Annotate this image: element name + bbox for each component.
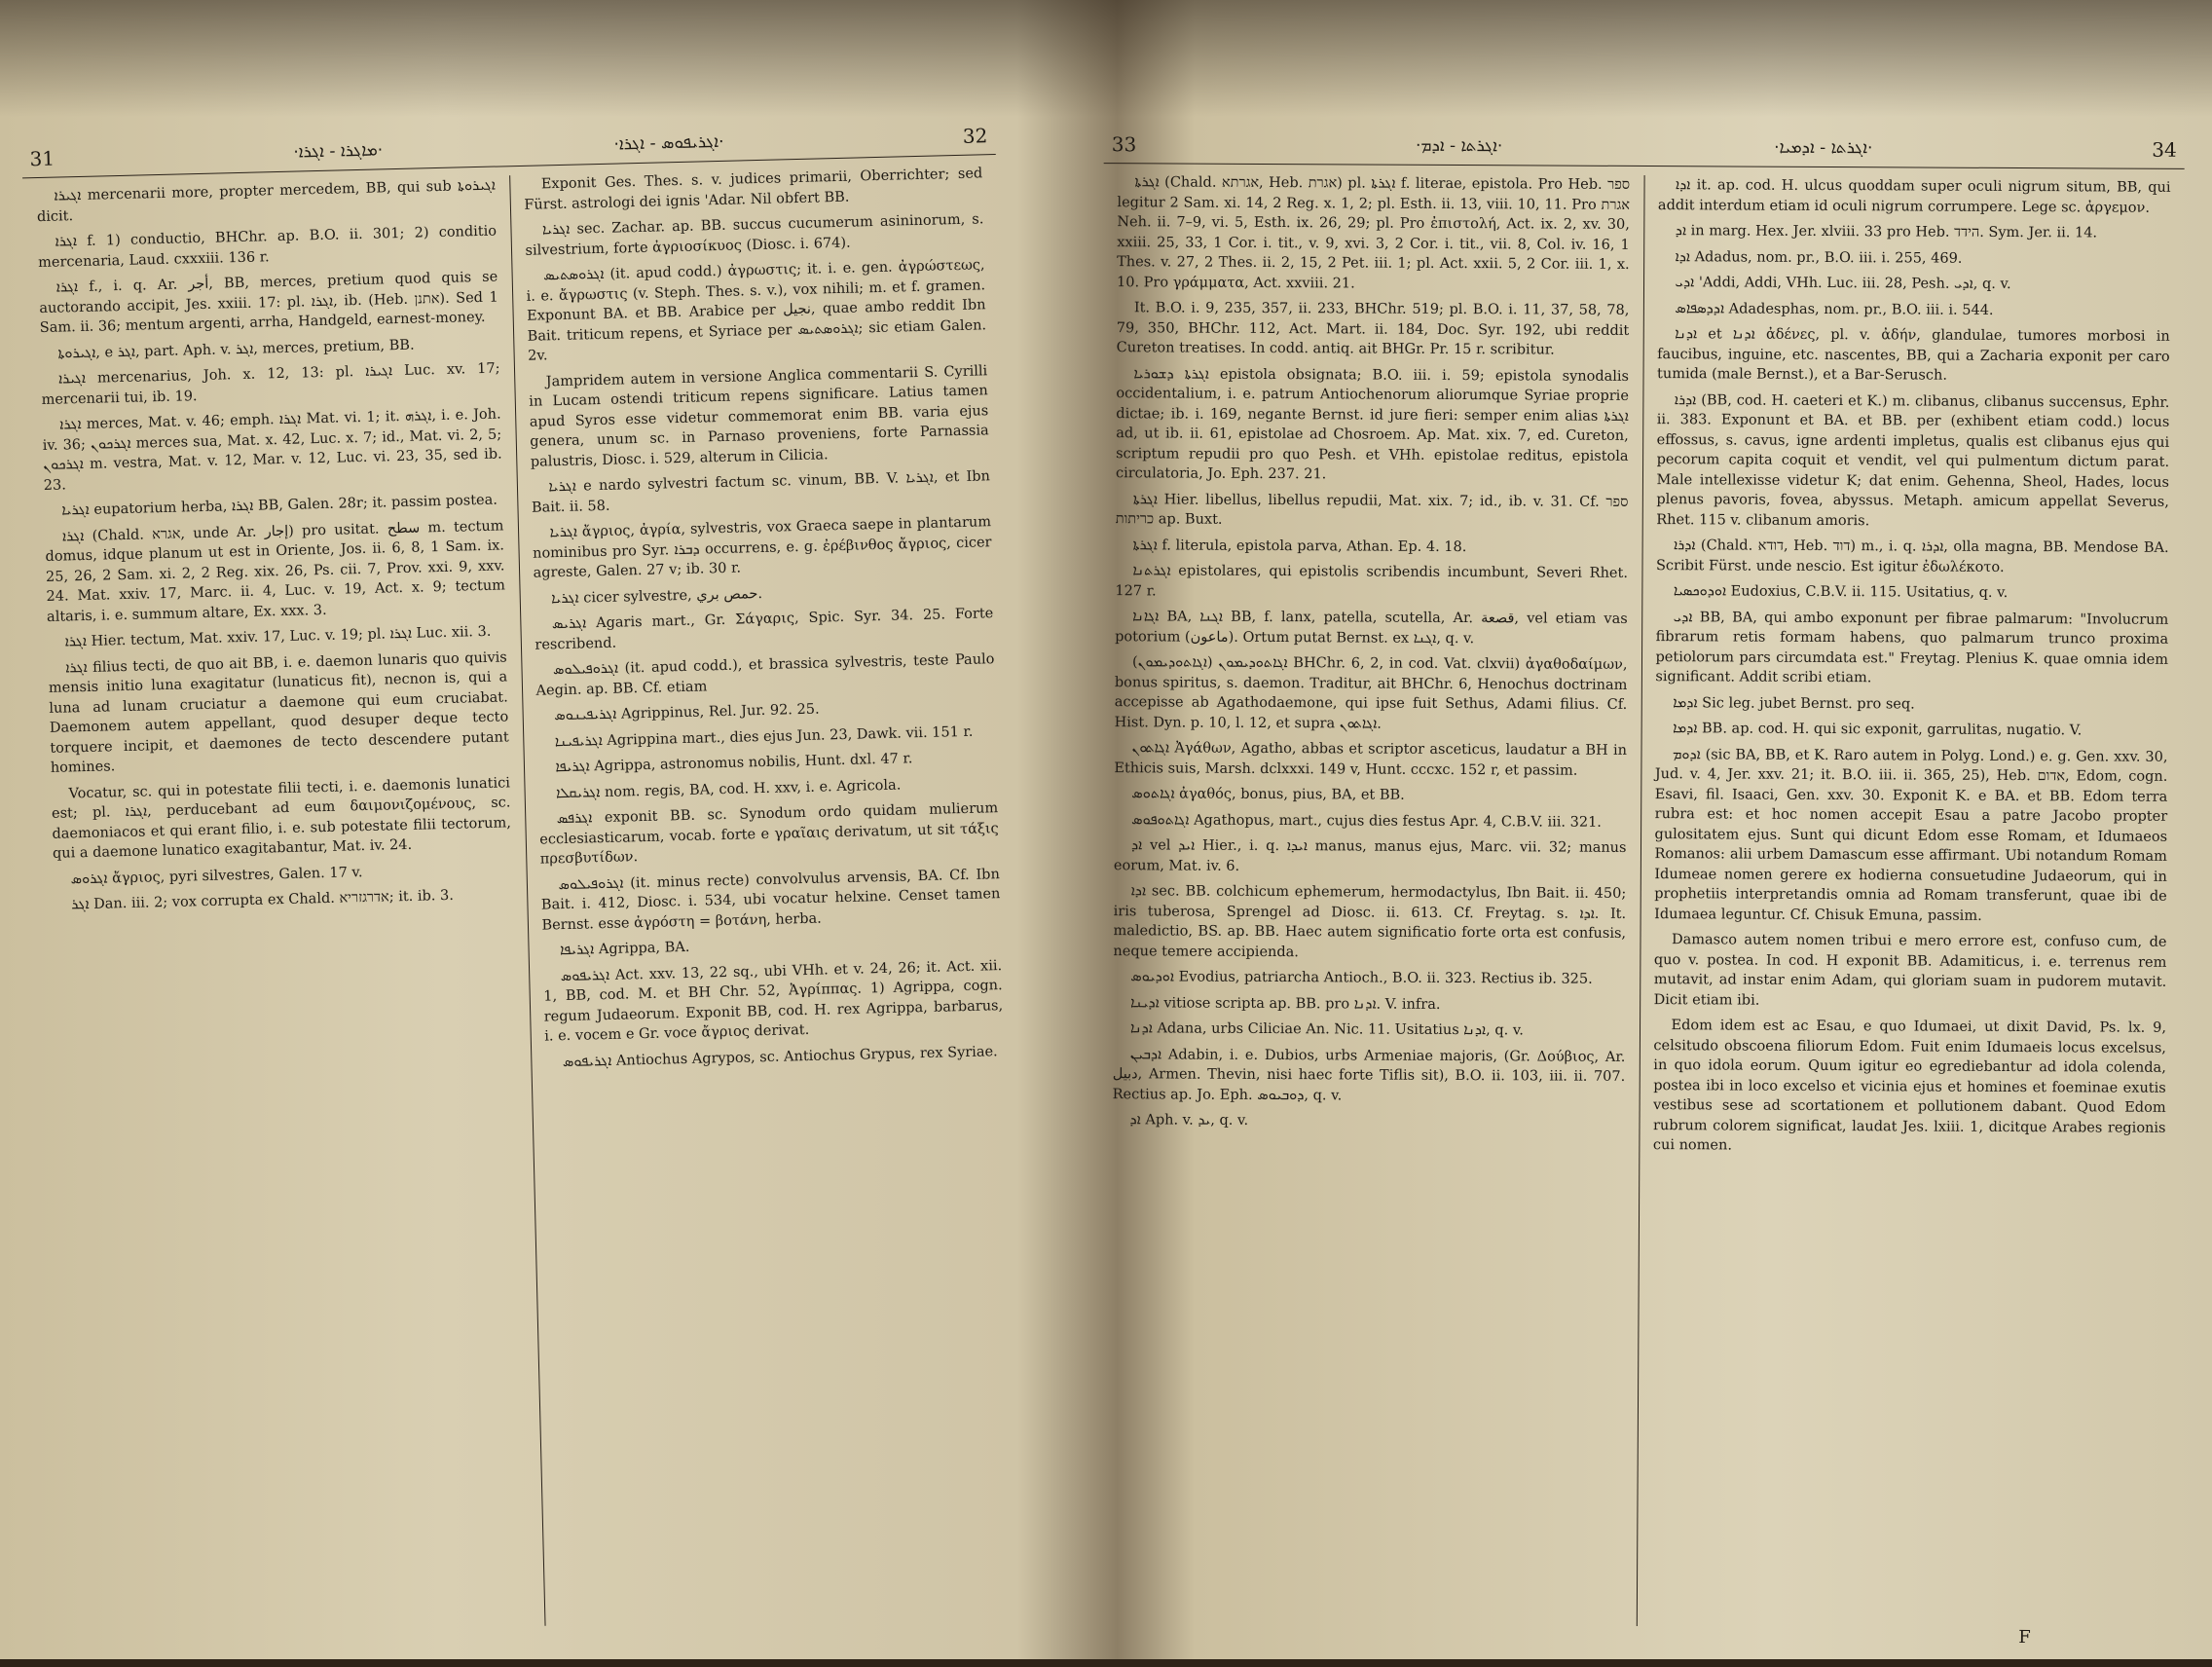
- dictionary-entry: ܐܓܐܬܘܕܝܡܘܢ (ܐܓܐܬܘܕܝܡܘܢ) BHChr. 6, 2, in cod. Vat. clxvii) ἀγαθοδαίμων, bonus spiritus, s. daemon. Traditur, ait BHChr. 6, Henochus doctrinam accepisse ab Agathodaemone, qui ipse fuit Sethus, Adami filius. Cf. Hist. Dyn. p. 10, l. 12, et supra ܐܓܐܬܘܢ.: [1114, 654, 1628, 732]
- dictionary-entry: ܐܕܒܝܢ Adabin, i. e. Dubios, urbs Armeniae majoris, (Gr. Δούβιος, Ar. دبيل, Armen. Thevin, nisi haec forte Tiflis sit), B.O. ii. 103, iii. ii. 707. Rectius ap. Jo. Eph. ܕܘܒܝܘܣ, q. v.: [1112, 1046, 1626, 1103]
- page-number-33: 33: [1111, 132, 1137, 157]
- dictionary-entry: ܐܓܐܬܘܣ ἀγαθός, bonus, pius, BA, et BB.: [1131, 786, 1405, 803]
- dictionary-entry: ܐܓܪܐ (Chald. אגרא, unde Ar. إجار) pro usitat. سطح m. tectum domus, idque planum ut est in Oriente, Jos. ii. 6, 8, 1 Sam. ix. 25, 26, 2 Sam. xi. 2, 2 Reg. xix. 26, Ps. cii. 7, Prov. xxi. 9, xxv. 24. Mat. xxiv. 17, Marc. ii. 4, Luc. v. 19, Act. x. 9; tectum altaris, i. e. summum altare, Ex. xxx. 3.: [45, 517, 506, 625]
- column-32: [510, 164, 1032, 1626]
- right-page-header: [1104, 130, 2185, 165]
- dictionary-entry: ܐܓܪܝܐ cicer sylvestre, حمص بري.: [551, 585, 763, 607]
- dictionary-entry: ܐܓܪܐ filius tecti, de quo ait BB, i. e. daemon lunaris quo quivis mensis initio luna exagitatur (lunaticus fit), necnon is, qui a luna ad lunam cruciatur a daemone qui eum cruciabat. Daemonem autem appellant, quod desuper deque tecto torquere incipit, et daemones de tecto descendere putant homines.: [48, 648, 509, 776]
- running-head-33: ·ܐܓܪܬܐ - ܐܕܡ·: [1415, 135, 1503, 157]
- dictionary-entry: ܐܓܪܬܐ f. literula, epistola parva, Athan. Ep. 4. 18.: [1132, 537, 1467, 555]
- dictionary-entry: ܐܓܪܬܐ (Chald. אגרתא, Heb. אגרת) pl. ܐܓܪܬܐ f. literae, epistola. Pro Heb. ספר legitur 2 Sam. xi. 14, 2 Reg. x. 1, 2; pl. Esth. ii. 13, viii. 10, 11. Pro אגרת Neh. ii. 7–9, vi. 5, Esth. ix. 26, 29; pl. Pro ἐπιστολή, Act. ix. 2, xv. 30, xxiii. 25, 33, 1 Cor. i. tit., v. 9, xvi. 3, 2 Cor. i. tit., vii. 8, Col. iv. 16, 1 Thes. v. 27, 2 Thes. ii. 2, 15, 2 Pet. iii. 1; pl. Act. xxii. 5, 2 Cor. iii. 1, x. 10. Pro γράμματα, Act. xxviii. 21.: [1116, 174, 1631, 291]
- left-page: [19, 27, 1032, 1667]
- dictionary-entry: ܐܕܝ BB, BA, qui ambo exponunt per fibrae palmarum: "Involucrum fibrarum retis formam habens, quo palmarum trunco proxima petiolorum pars circumdata est." Freytag. Plenius K. quae omnia idem significant. Addit scribi etiam.: [1655, 609, 2169, 686]
- dictionary-entry: ܐܓܪܐ Hier. tectum, Mat. xxiv. 17, Luc. v. 19; pl. ܐܓܪܐ Luc. xii. 3.: [64, 623, 492, 650]
- page-number-31: 31: [29, 146, 55, 171]
- dictionary-entry: ܐܕܘܡ (sic BA, BB, et K. Raro autem in Polyg. Lond.) e. g. Gen. xxv. 30, Jud. v. 4, Jer. xxv. 21; it. B.O. iii. ii. 365, 25), Heb. אדום, Edom, cogn. Esavi, fil. Isaaci, Gen. xxv. 30. Exponit K. e BA. et BB. Edom terra rubra est: et hoc nomen accepit Esau a patre Jacobo propter gulositatem ejus. Sunt qui dicunt Edom esse Romam, et Idumaeos Romanos: alii urbem Damascum esse affirmant. Ubi notandum Romam Idumeae nomen gerere ex hodierna consuetudine Judaeorum, qui in prophetiis interpretandis omnia ad Romam transferunt, quae ibi de Idumaea leguntur. Cf. Chisuk Emuna, passim.: [1654, 746, 2168, 924]
- column-33: [1096, 172, 1643, 1626]
- dictionary-entry: ܐܕܐ it. ap. cod. H. ulcus quoddam super oculi nigrum situm, BB, qui addit interdum etiam id oculi nigrum corrumpere. Lege sc. ἀργεμον.: [1657, 177, 2171, 216]
- column-31: [22, 175, 544, 1638]
- running-head-31: ·ܡܐܓܪܐ - ܐܓܪܐ·: [293, 140, 384, 163]
- dictionary-entry: ܐܓܝܪܘܬܐ, e ܐܓܪ, part. Aph. v. ܐܓܪ, merces, pretium, BB.: [57, 337, 415, 362]
- right-page: [1096, 36, 2186, 1658]
- dictionary-entry: ܐܓܪܦܣ exponit BB. sc. Synodum ordo quidam mulierum ecclesiasticarum, vocab. forte e γραῖαις derivatum, ut sit τάξις πρεσβυτίδων.: [539, 800, 999, 868]
- page-number-32: 32: [962, 124, 988, 148]
- column-34: [1637, 175, 2184, 1629]
- running-head-34: ·ܐܓܪܬܐ - ܐܕܡܝܐ·: [1774, 137, 1873, 159]
- dictionary-entry: ܐܓܝܪܐ mercenarii more, propter mercedem, BB, qui sub ܐܓܝܪܘܬܐ dicit.: [36, 177, 497, 225]
- dictionary-entry: ܐܕܡܐ Sic leg. jubet Bernst. pro seq.: [1673, 694, 1915, 712]
- dictionary-entry: ܐܓܪܝܦܘܣ Antiochus Agrypos, sc. Antiochus Grypus, rex Syriae.: [562, 1043, 998, 1070]
- dictionary-entry: ܐܓܪܬܢܐ epistolares, qui epistolis scribendis incumbunt, Severi Rhet. 127 r.: [1115, 563, 1629, 599]
- header-rule: [1104, 163, 2185, 169]
- dictionary-entry: ܐܕܢܐ et ܐܕܢܐ ἀδένες, pl. v. ἀδήν, glandulae, tumores morbosi in faucibus, inguine, etc. nascentes, BB, qui a Zacharia exponit per caro tumida (male Bernst.), et a Bar-Serusch.: [1657, 326, 2170, 384]
- page-number-34: 34: [2152, 137, 2177, 162]
- dictionary-entry: ܐܓܪܝܦܐ Agrippa, BA.: [559, 939, 690, 959]
- dictionary-entry: ܐܓܪܐ merces, Mat. v. 46; emph. ܐܓܪܐ Mat. vi. 1; it. ܐܓܪܗ, i. e. Joh. iv. 36; ܐܓܪܟܘܢ merces sua, Mat. x. 42, Luc. x. 7; id., Mat. vi. 2, 5; ܐܓܪܟܘܢ m. vestra, Mat. v. 12, Mar. v. 12, Luc. vi. 23, 35, sed ib. 23.: [42, 406, 502, 494]
- dictionary-entry: Vocatur, sc. qui in potestate filii tecti, i. e. daemonis lunatici est; pl. ܐܓܪܐ, perducebant ad eum δαιμονιζομένους, sc. daemoniacos et qui erant filio, i. e. sub potestate filii tectorum, qui a daemone lunatico exagitabantur, Mat. iv. 24.: [51, 774, 512, 862]
- dictionary-entry: ܐܓܪܝܐ eupatorium herba, ܐܓܪܐ BB, Galen. 28r; it. passim postea.: [61, 492, 498, 519]
- dictionary-entry: ܐܓܪܝܐ e nardo sylvestri factum sc. vinum, BB. V. ܐܓܪܝܐ, et Ibn Bait. ii. 58.: [531, 468, 991, 516]
- right-page-columns: [1096, 172, 2185, 1629]
- dictionary-entry: ܐܓܪܝܐ sec. Zachar. ap. BB. succus cucumerum asininorum, s. silvestrium, forte ἀγριοσίκυος (Diosc. i. 674).: [525, 211, 984, 259]
- dictionary-entry: ܐܓܪܬܐ Hier. libellus, libellus repudii, Mat. xix. 7; id., ib. v. 31. Cf. ספר כריתות ap. Buxt.: [1115, 491, 1629, 528]
- dictionary-entry: ܐܕܕܣܦܐܣ Adadesphas, nom. pr., B.O. iii. i. 544.: [1675, 300, 1994, 318]
- dictionary-entry: ܐܓܪܝܦܘܣ Act. xxv. 13, 22 sq., ubi VHh. et v. 24, 26; it. Act. xii. 1, BB, cod. M. et BH Chr. 52, Ἀγρίππας. 1) Agrippa, cogn. regum Judaeorum. Exponit BB, cod. H. rex Agrippa, barbarus, i. e. vocem e Gr. voce ἄγριος derivat.: [543, 957, 1004, 1045]
- dictionary-entry: ܐܓܪܘܦܝܠܘܣ (it. minus recte) convolvulus arvensis, BA. Cf. Ibn Bait. i. 412, Diosc. i. 534, ubi vocatur helxine. Censet tamen Bernst. esse ἀγρόστη = βοτάνη, herba.: [540, 866, 1001, 934]
- dictionary-entry: Exponit Ges. Thes. s. v. judices primarii, Oberrichter; sed Fürst. astrologi dei ignis 'Adar. Nil obfert BB.: [524, 166, 983, 213]
- dictionary-entry: ܐܓܪܬܐ ܕܫܘܪܝܐ epistola obsignata; B.O. iii. i. 59; epistola synodalis occidentalium, i. e. patrum Antiochenorum aliorumque Syriae proprie dictae; ib. i. 169, negante Bernst. id jure fieri: semper enim alias ܐܓܪܬܐ ad, ut ib. ii. 61, epistolae ad Chosroem. Ap. Mat. xix. 7, ed. Cureton, scriptum repudii pro quo Pesh. et VHh. epistolae reditus, epistola circulatoria, Jo. Eph. 237. 21.: [1115, 365, 1630, 483]
- dictionary-entry: ܐܓܪܝܦܝܢܘܣ Agrippinus, Rel. Jur. 92. 25.: [554, 701, 820, 724]
- dictionary-entry: ܐܓܪܘܣܬܝܣ (it. apud codd.) ἀγρωστις; it. i. e. gen. ἀγρώστεως, i. e. ἄγρωστις (v. Steph. Thes. s. v.), vox nihili; m. et f. gramen. Exponunt BA. et BB. Arabice per نجيل, quae ambo reddit Ibn Bait. triticum repens, et Syriace per ܐܓܪܘܣܬܝܣ; sic etiam Galen. 2v.: [526, 257, 987, 364]
- dictionary-entry: ܐܓܪܘܦܝܠܘܣ (it. apud codd.), et brassica sylvestris, teste Paulo Aegin. ap. BB. Cf. etiam: [535, 651, 995, 699]
- dictionary-entry: ܐܕܡܐ BB. ap. cod. H. qui sic exponit, garrulitas, nugatio. V.: [1673, 721, 2083, 739]
- dictionary-entry: ܐܓܐܢܐ BA, ܐܓܢܐ BB, f. lanx, patella, scutella, Ar. قصعة, vel etiam vas potorium (ماعون). Ortum putat Bernst. ex ܐܓܢܐ, q. v.: [1115, 609, 1628, 647]
- dictionary-entry: Damasco autem nomen tribui e mero errore est, confuso cum, de quo v. postea. In cod. H exponit BB. Adamiticus, i. e. terrenus rem mutavit, ad instar enim Adam, qui gloriam suam in pudorem mutavit. Dicit etiam ibi.: [1653, 932, 2167, 1009]
- dictionary-entry: ܐܓܪ Dan. iii. 2; vox corrupta ex Chald. אדרגזריא; it. ib. 3.: [71, 887, 455, 913]
- dictionary-entry: ܐܓܐܬܘܦܘܣ Agathopus, mart., cujus dies festus Apr. 4, C.B.V. iii. 321.: [1131, 811, 1602, 831]
- dictionary-entry: ܐܕܝ 'Addi, Addi, VHh. Luc. iii. 28, Pesh. ܐܕܝ, q. v.: [1675, 275, 2011, 292]
- dictionary-entry: ܐܕ Aph. v. ܝܕ, q. v.: [1129, 1112, 1249, 1129]
- dictionary-entry: ܐܕܐ sec. BB. colchicum ephemerum, hermodactylus, Ibn Bait. ii. 450; iris tuberosa, Sprengel ad Diosc. ii. 613. Cf. Freytag. s. ܐܕܐ. It. maledictio, BS. ap. BB. Haec autem significatio forte orta est confusis, neque temere accipienda.: [1113, 883, 1627, 960]
- dictionary-entry: ܐܕ vel ܐܝܕ Hier., i. q. ܐܝܕܐ manus, manus ejus, Marc. vii. 32; manus eorum, Mat. iv. 6.: [1113, 837, 1627, 874]
- dictionary-entry: ܐܕܪܐ (BB, cod. H. caeteri et K.) m. clibanus, clibanus succensus, Ephr. ii. 383. Exponunt et BA. et BB. per (exhibent etiam codd.) locus effossus, s. cavus, igne ardenti impletus, qualis est clibanus ejus qui pecorum capita coquit et vendit, vel qui pulmentum dictum parat. Male intellexisse videtur K; dat enim. Gehenna, Sheol, Hades, locus plenus pavoris, fovea, abyssus. Metaph. amicum appellat Severus, Rhet. 115 v. clibanum amoris.: [1656, 391, 2170, 529]
- dictionary-entry: ܐܓܪܐ f. 1) conductio, BHChr. ap. B.O. ii. 301; 2) conditio mercenaria, Laud. cxxxiii. 136 r.: [37, 223, 498, 271]
- signature-mark: F: [2018, 1627, 2031, 1648]
- dictionary-entry: ܐܕܪܐ (Chald. דודא, Heb. דוד) m., i. q. ܐܕܪܐ, olla magna, BB. Mendose BA. Scribit Fürst. unde nescio. Est igitur ἐδωλέκοτο.: [1655, 537, 2169, 575]
- dictionary-entry: ܐܓܪܘܣ ἄγριος, pyri silvestres, Galen. 17 v.: [70, 864, 363, 887]
- dictionary-entry: ܐܘܕܘܟܣܝܐ Eudoxius, C.B.V. ii. 115. Usitatius, q. v.: [1673, 583, 2009, 601]
- dictionary-entry: ܐܓܪܝܦܝܢܐ Agrippina mart., dies ejus Jun. 23, Dawk. vii. 151 r.: [554, 723, 974, 750]
- dictionary-entry: ܐܓܪܝܩܠܐ nom. regis, BA, cod. H. xxv, i. e. Agricola.: [555, 777, 902, 801]
- dictionary-entry: Edom idem est ac Esau, e quo Idumaei, ut dixit David, Ps. lx. 9, celsitudo obscoena filiorum Edom. Fuit enim Idumaeis locus excelsus, in quo idola eorum. Quum igitur eo egrediebantur ad idola colenda, postea ibi in loco excelso et vicinia ejus et homines et foeminae exutis vestibus sese ad scortationem et pollutionem dabant. Quod Edom rubrum colorem significat, laudat Jes. lxiii. 1, dicitque Arabes regionis cui nomen.: [1652, 1018, 2167, 1154]
- dictionary-entry: ܐܕܐ Adadus, nom. pr., B.O. iii. i. 255, 469.: [1675, 248, 1963, 267]
- running-head-32: ·ܐܓܪܝܦܘܣ - ܐܓܪܐ·: [613, 131, 724, 155]
- dictionary-entry: ܐܘܕܝܘܣ Evodius, patriarcha Antioch., B.O. ii. 323. Rectius ib. 325.: [1130, 969, 1593, 987]
- dictionary-entry: ܐܓܐܬܘܢ Ἀγάθων, Agatho, abbas et scriptor asceticus, laudatur a BH in Ethicis suis, Marsh. dclxxxi. 149 v, Hunt. cccxc. 152 r, et passim.: [1114, 740, 1628, 779]
- dictionary-entry: Jampridem autem in versione Anglica commentarii S. Cyrilli in Lucam ostendi triticum repens significare. Latius tamen apud Syros esse videtur commemorat enim BB. varia ejus genera, unum sc. in Parnaso proveniens, forte Parnassia palustris, Diosc. i. 529, alterum in Cilicia.: [529, 362, 989, 470]
- dictionary-entry: ܐܓܪܝܣ Agaris mart., Gr. Σάγαρις, Spic. Syr. 34. 25. Forte rescribend.: [535, 606, 994, 653]
- dictionary-entry: ܐܕܢܐ Adana, urbs Ciliciae An. Nic. 11. Usitatius ܐܕܢܐ, q. v.: [1129, 1020, 1524, 1039]
- dictionary-entry: ܐܓܪܝܦܐ Agrippa, astronomus nobilis, Hunt. dxl. 47 r.: [555, 751, 913, 776]
- dictionary-entry: ܐܓܝܪܐ mercenarius, Joh. x. 12, 13: pl. ܐܓܝܪܐ Luc. xv. 17; mercenarii tui, ib. 19.: [41, 360, 500, 408]
- dictionary-entry: ܐܓܪܐ f., i. q. Ar. أجر, BB, merces, pretium quod quis se auctorando accipit, Jes. xxiii. 17: pl. ܐܓܪܐ, ib. (Heb. אתנן). Sed 1 Sam. ii. 36; mentum argenti, arrha, Handgeld, earnest-money.: [39, 269, 498, 337]
- dictionary-entry: ܐܓܪܝܐ ἄγριος, ἀγρία, sylvestris, vox Graeca saepe in plantarum nominibus pro Syr. ܕܒܪܐ occurrens, e. g. ἐρέβινθος ἄγριος, cicer agreste, Galen. 27 v; ib. 30 r.: [532, 514, 992, 581]
- dictionary-entry: It. B.O. i. 9, 235, 357, ii. 233, BHChr. 519; pl. B.O. i. 11, 37, 58, 78, 79, 350, BHChr. 112, Act. Mart. ii. 184, Doc. Syr. 192, ubi reddit Cureton treatises. In codd. antiq. ait BHGr. Pr. 15 r. scribitur.: [1116, 300, 1630, 358]
- left-page-columns: [22, 164, 1031, 1638]
- dictionary-entry: ܐܕܝܢܐ vitiose scripta ap. BB. pro ܐܕܢܐ. V. infra.: [1130, 994, 1441, 1013]
- dictionary-entry: ܐܕ in marg. Hex. Jer. xlviii. 33 pro Heb. הידד. Sym. Jer. ii. 14.: [1675, 223, 2098, 241]
